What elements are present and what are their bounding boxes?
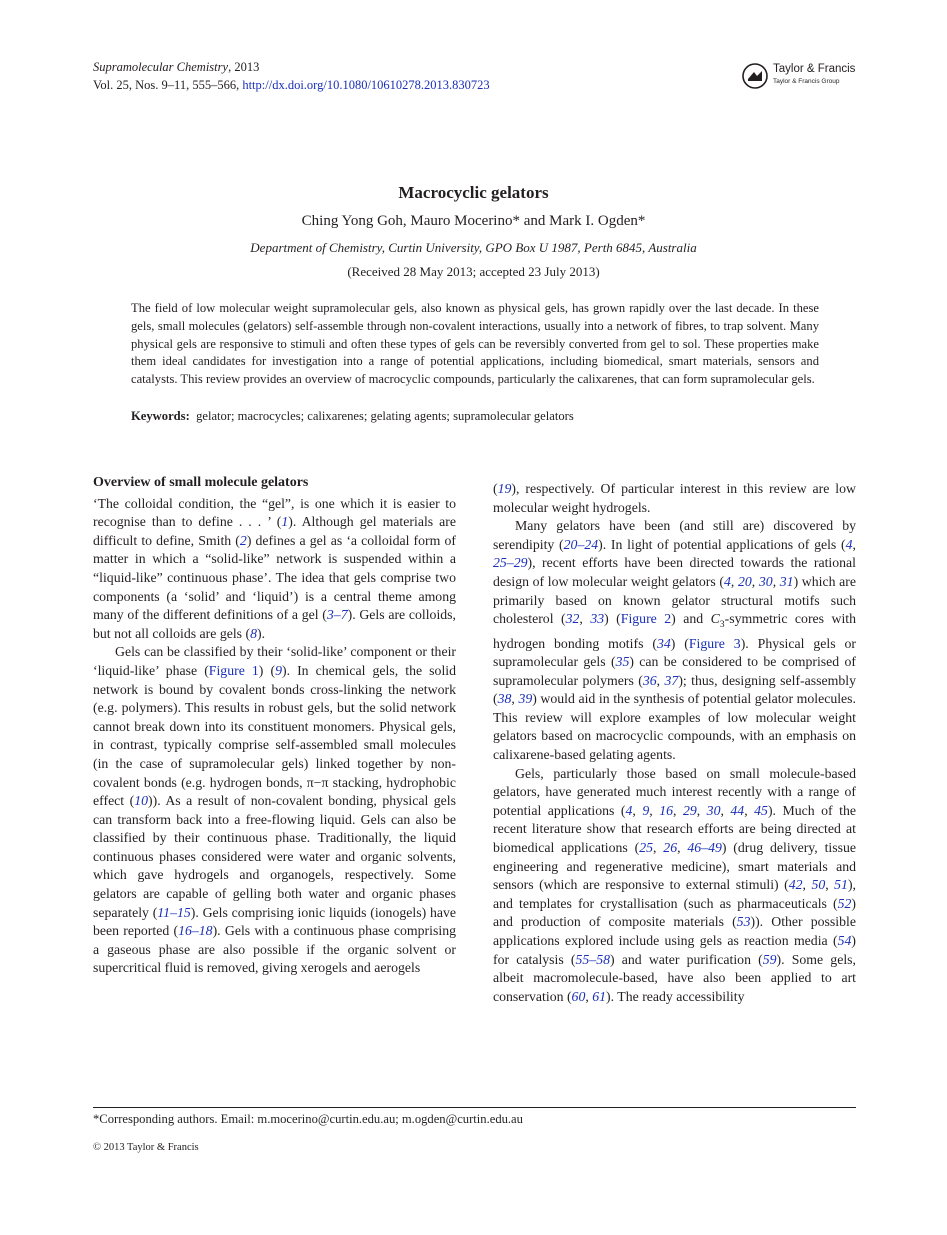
text-run: Gels can be classified by their ‘solid-like’ component or their ‘liquid-like’ phase ( <box>93 644 456 678</box>
text-run: , <box>585 988 593 1004</box>
citation-link[interactable]: 19 <box>497 481 512 496</box>
journal-header <box>93 58 490 94</box>
text-run: , <box>696 802 707 818</box>
citation-link[interactable]: 55–58 <box>575 951 610 967</box>
citation-link[interactable]: 9 <box>275 662 282 678</box>
citation-link[interactable]: 20 <box>738 573 752 589</box>
journal-year: , 2013 <box>228 60 260 74</box>
citation-link[interactable]: 35 <box>615 654 630 670</box>
citation-link[interactable]: 32 <box>565 611 580 627</box>
citation-link[interactable]: 50 <box>811 877 826 893</box>
text-run: , <box>579 611 591 627</box>
text-run: , <box>730 573 738 589</box>
author-affiliation: Department of Chemistry, Curtin University, GPO Box U 1987, Perth 6845, Australia <box>250 240 697 255</box>
article-title: Macrocyclic gelators <box>398 183 549 202</box>
citation-link[interactable]: 36 <box>642 672 657 688</box>
citation-link[interactable]: 16–18 <box>178 923 213 939</box>
citation-link[interactable]: 38 <box>497 691 512 707</box>
citation-link[interactable]: 30 <box>758 573 773 589</box>
article-authors: Ching Yong Goh, Mauro Mocerino* and Mark I. Ogden* <box>301 213 646 229</box>
citation-link[interactable]: 11–15 <box>157 904 191 920</box>
citation-link[interactable]: 9 <box>642 802 650 818</box>
text-run: -symmetric cores with hydrogen bonding motifs ( <box>493 611 857 651</box>
citation-link[interactable]: 51 <box>834 877 848 893</box>
text-run: ) which are primarily based on known gelator structural motifs such cholesterol ( <box>493 573 856 627</box>
citation-link[interactable]: 34 <box>656 635 671 651</box>
text-run: ( <box>493 481 498 496</box>
paragraph <box>493 480 856 517</box>
text-run: ) ( <box>670 635 689 651</box>
text-run: , <box>802 877 812 893</box>
text-run: ). The ready accessibility <box>606 988 745 1004</box>
citation-link[interactable]: 3–7 <box>326 607 348 623</box>
citation-link[interactable]: 46–49 <box>687 840 722 856</box>
citation-link[interactable]: 33 <box>590 611 605 627</box>
text-run: ) ( <box>604 611 621 627</box>
citation-link[interactable]: 30 <box>706 802 721 818</box>
received-dates: (Received 28 May 2013; accepted 23 July 2013) <box>347 264 600 279</box>
citation-link[interactable]: 16 <box>659 802 673 818</box>
text-run: , <box>744 802 755 818</box>
paragraph <box>93 643 456 978</box>
citation-link[interactable]: 37 <box>664 672 679 688</box>
text-run: , <box>772 573 780 589</box>
publisher-emblem-icon <box>741 62 769 90</box>
text-run: , <box>825 877 835 893</box>
text-run: ) and water purification ( <box>610 951 763 967</box>
text-run: , <box>677 840 688 856</box>
citation-link[interactable]: 25–29 <box>493 555 528 571</box>
citation-link[interactable]: 42 <box>788 877 803 893</box>
text-run: , <box>751 573 759 589</box>
text-run: , <box>852 536 856 552</box>
citation-link[interactable]: 54 <box>837 933 852 948</box>
citation-link[interactable]: 4 <box>845 536 853 552</box>
publisher-group: Taylor & Francis Group <box>773 78 840 85</box>
citation-link[interactable]: 26 <box>663 840 678 856</box>
paragraph <box>493 765 856 1007</box>
text-run: , <box>653 840 664 856</box>
citation-link[interactable]: 8 <box>250 625 258 641</box>
text-run: , <box>656 672 665 688</box>
citation-link[interactable]: 45 <box>754 802 768 818</box>
citation-link[interactable]: 25 <box>639 840 654 856</box>
citation-link[interactable]: 59 <box>762 951 777 967</box>
citation-link[interactable]: 31 <box>779 573 794 589</box>
text-run: )). As a result of non-covalent bonding, physical gels can transform back into a free-flowing liquid. Gels can also be classified by their continuous phase. Traditionally, the liquid continuous phases considered were water and organic solvents, which gave hydrogels and organogels, respectively. Some gelators are capable of gelling both water and organic phases separately ( <box>93 793 456 920</box>
publisher-name: Taylor & Francis <box>773 63 856 75</box>
keywords-label: Keywords: <box>131 409 190 423</box>
text-run: , <box>632 802 643 818</box>
citation-link[interactable]: 60 <box>571 988 586 1004</box>
text-run: ). In light of potential applications of gels ( <box>598 536 846 552</box>
keywords-list: gelator; macrocycles; calixarenes; gelating agents; supramolecular gelators <box>196 409 574 423</box>
text-run: ) defines a gel as ‘a colloidal form of matter in which a “solid-like” network is suspended within a “liquid-like” continuous phase’. The idea that gels comprise two components (a ‘solid’ and ‘liquid’) is a central theme among many of the different definitions of a gel ( <box>93 532 456 623</box>
volume-info: Vol. 25, Nos. 9–11, 555–566, <box>93 78 243 92</box>
copyright-notice: © 2013 Taylor & Francis <box>93 1142 199 1153</box>
citation-link[interactable]: 39 <box>518 691 533 707</box>
text-run: , <box>511 691 519 707</box>
text-run: ‘The colloidal condition, the “gel”, is one which it is easier to recognise than to define . . . ’ ( <box>93 495 456 530</box>
text-run: ). In chemical gels, the solid network is bound by covalent bonds cross-linking the network (e.g. polymers). This results in robust gels, but the solid network cannot break down into its constituent monomers. Physical gels, in contrast, typically comprise self-assembled small molecules (in the case of supramolecular gels) linked together by non-covalent bonds (e.g. hydrogen bonds, π−π stacking, hydrophobic effect ( <box>93 662 457 809</box>
text-run: , <box>649 802 660 818</box>
text-run: ) and production of composite materials ( <box>493 895 856 930</box>
text-run: )). Other possible applications explored include using gels as reaction media ( <box>493 914 856 948</box>
symmetry-subscript: 3 <box>719 618 725 630</box>
text-run: ). Gels comprising ionic liquids (ionogels) have been reported ( <box>93 904 456 939</box>
citation-link[interactable]: 4 <box>724 573 731 589</box>
abstract: The field of low molecular weight supramolecular gels, also known as physical gels, has grown rapidly over the last decade. In these gels, small molecules (gelators) self-assemble through non-covalent interactions, usually into a network of fibres, to trap solvent. Many physical gels are responsive to stimuli and often these types of gels can be reversibly converted from gel to sol. These properties make them ideal candidates for investigation into a range of potential applications, including biomedical, smart materials, sensors and catalysts. This review provides an overview of macrocyclic compounds, particularly the calixarenes, that can form supramolecular gels. <box>131 301 819 387</box>
text-run: ). Much of the recent literature show that research efforts are being directed at biomedical applications ( <box>493 802 856 856</box>
text-run: ) and <box>671 611 711 627</box>
text-run: ), respectively. Of particular interest in this review are low molecular weight hydrogels. <box>493 481 856 515</box>
corresponding-authors-footnote: *Corresponding authors. Email: m.mocerino@curtin.edu.au; m.ogden@curtin.edu.au <box>93 1112 523 1126</box>
text-run: ), and templates for crystallisation (such as pharmaceuticals ( <box>493 877 856 911</box>
text-run: , <box>673 802 683 818</box>
citation-link[interactable]: 52 <box>837 895 852 911</box>
text-run: ) ( <box>258 662 276 678</box>
figure-link[interactable]: Figure 2 <box>620 611 672 627</box>
figure-link[interactable]: Figure 1 <box>208 662 259 678</box>
paragraph <box>93 495 456 644</box>
figure-link[interactable]: Figure 3 <box>688 635 741 651</box>
text-run: ). Physical gels or supramolecular gels ( <box>493 635 856 670</box>
text-run: Many gelators have been (and still are) discovered by serendipity ( <box>493 518 856 552</box>
doi-link[interactable]: http://dx.doi.org/10.1080/10610278.2013.830723 <box>242 78 490 92</box>
text-run: ). Although gel materials are difficult to define, Smith ( <box>93 514 456 548</box>
text-run: ). Gels are colloids, but not all colloids are gels ( <box>93 607 456 641</box>
citation-link[interactable]: 10 <box>134 793 148 809</box>
text-run: ) (drug delivery, tissue engineering and regenerative medicine), smart materials and sensors (which are responsive to external stimuli) ( <box>493 840 857 893</box>
citation-link[interactable]: 61 <box>592 988 607 1004</box>
left-column <box>93 474 456 978</box>
citation-link[interactable]: 29 <box>682 802 697 818</box>
text-run: ). Gels with a continuous phase comprising a gaseous phase are also possible if the organic solvent or supercritical fluid is removed, giving xerogels and aerogels <box>93 923 456 976</box>
symmetry-symbol: C <box>710 611 720 627</box>
citation-link[interactable]: 53 <box>736 914 751 930</box>
text-run: ) for catalysis ( <box>493 933 856 967</box>
footnote-divider <box>93 1107 856 1108</box>
citation-link[interactable]: 1 <box>281 514 289 530</box>
text-run: ); thus, designing self-assembly ( <box>493 672 856 707</box>
text-run: ) can be considered to be comprised of supramolecular polymers ( <box>493 654 857 688</box>
citation-link[interactable]: 44 <box>730 802 745 818</box>
text-run: ). <box>257 625 266 641</box>
paragraph <box>493 517 856 764</box>
journal-name: Supramolecular Chemistry <box>93 60 229 74</box>
text-run: ), recent efforts have been directed towards the rational design of low molecular weight gelators ( <box>493 555 856 589</box>
text-run: , <box>720 802 731 818</box>
text-run: ). Some gels, albeit macromolecule-based, have also been applied to art conservation ( <box>493 951 856 1004</box>
right-column <box>493 480 856 1006</box>
citation-link[interactable]: 4 <box>625 802 633 818</box>
section-heading: Overview of small molecule gelators <box>93 475 309 490</box>
text-run: Gels, particularly those based on small molecule-based gelators, have generated much interest recently with a range of potential applications ( <box>493 765 856 818</box>
citation-link[interactable]: 20–24 <box>563 536 599 552</box>
keywords <box>131 409 819 424</box>
taylor-francis-logo <box>741 62 871 90</box>
text-run: ) would aid in the synthesis of potential gelator molecules. This review will explore examples of low molecular weight gelators based on macrocyclic compounds, with an emphasis on calixarene-based gelating agents. <box>493 691 856 763</box>
citation-link[interactable]: 2 <box>239 532 247 548</box>
